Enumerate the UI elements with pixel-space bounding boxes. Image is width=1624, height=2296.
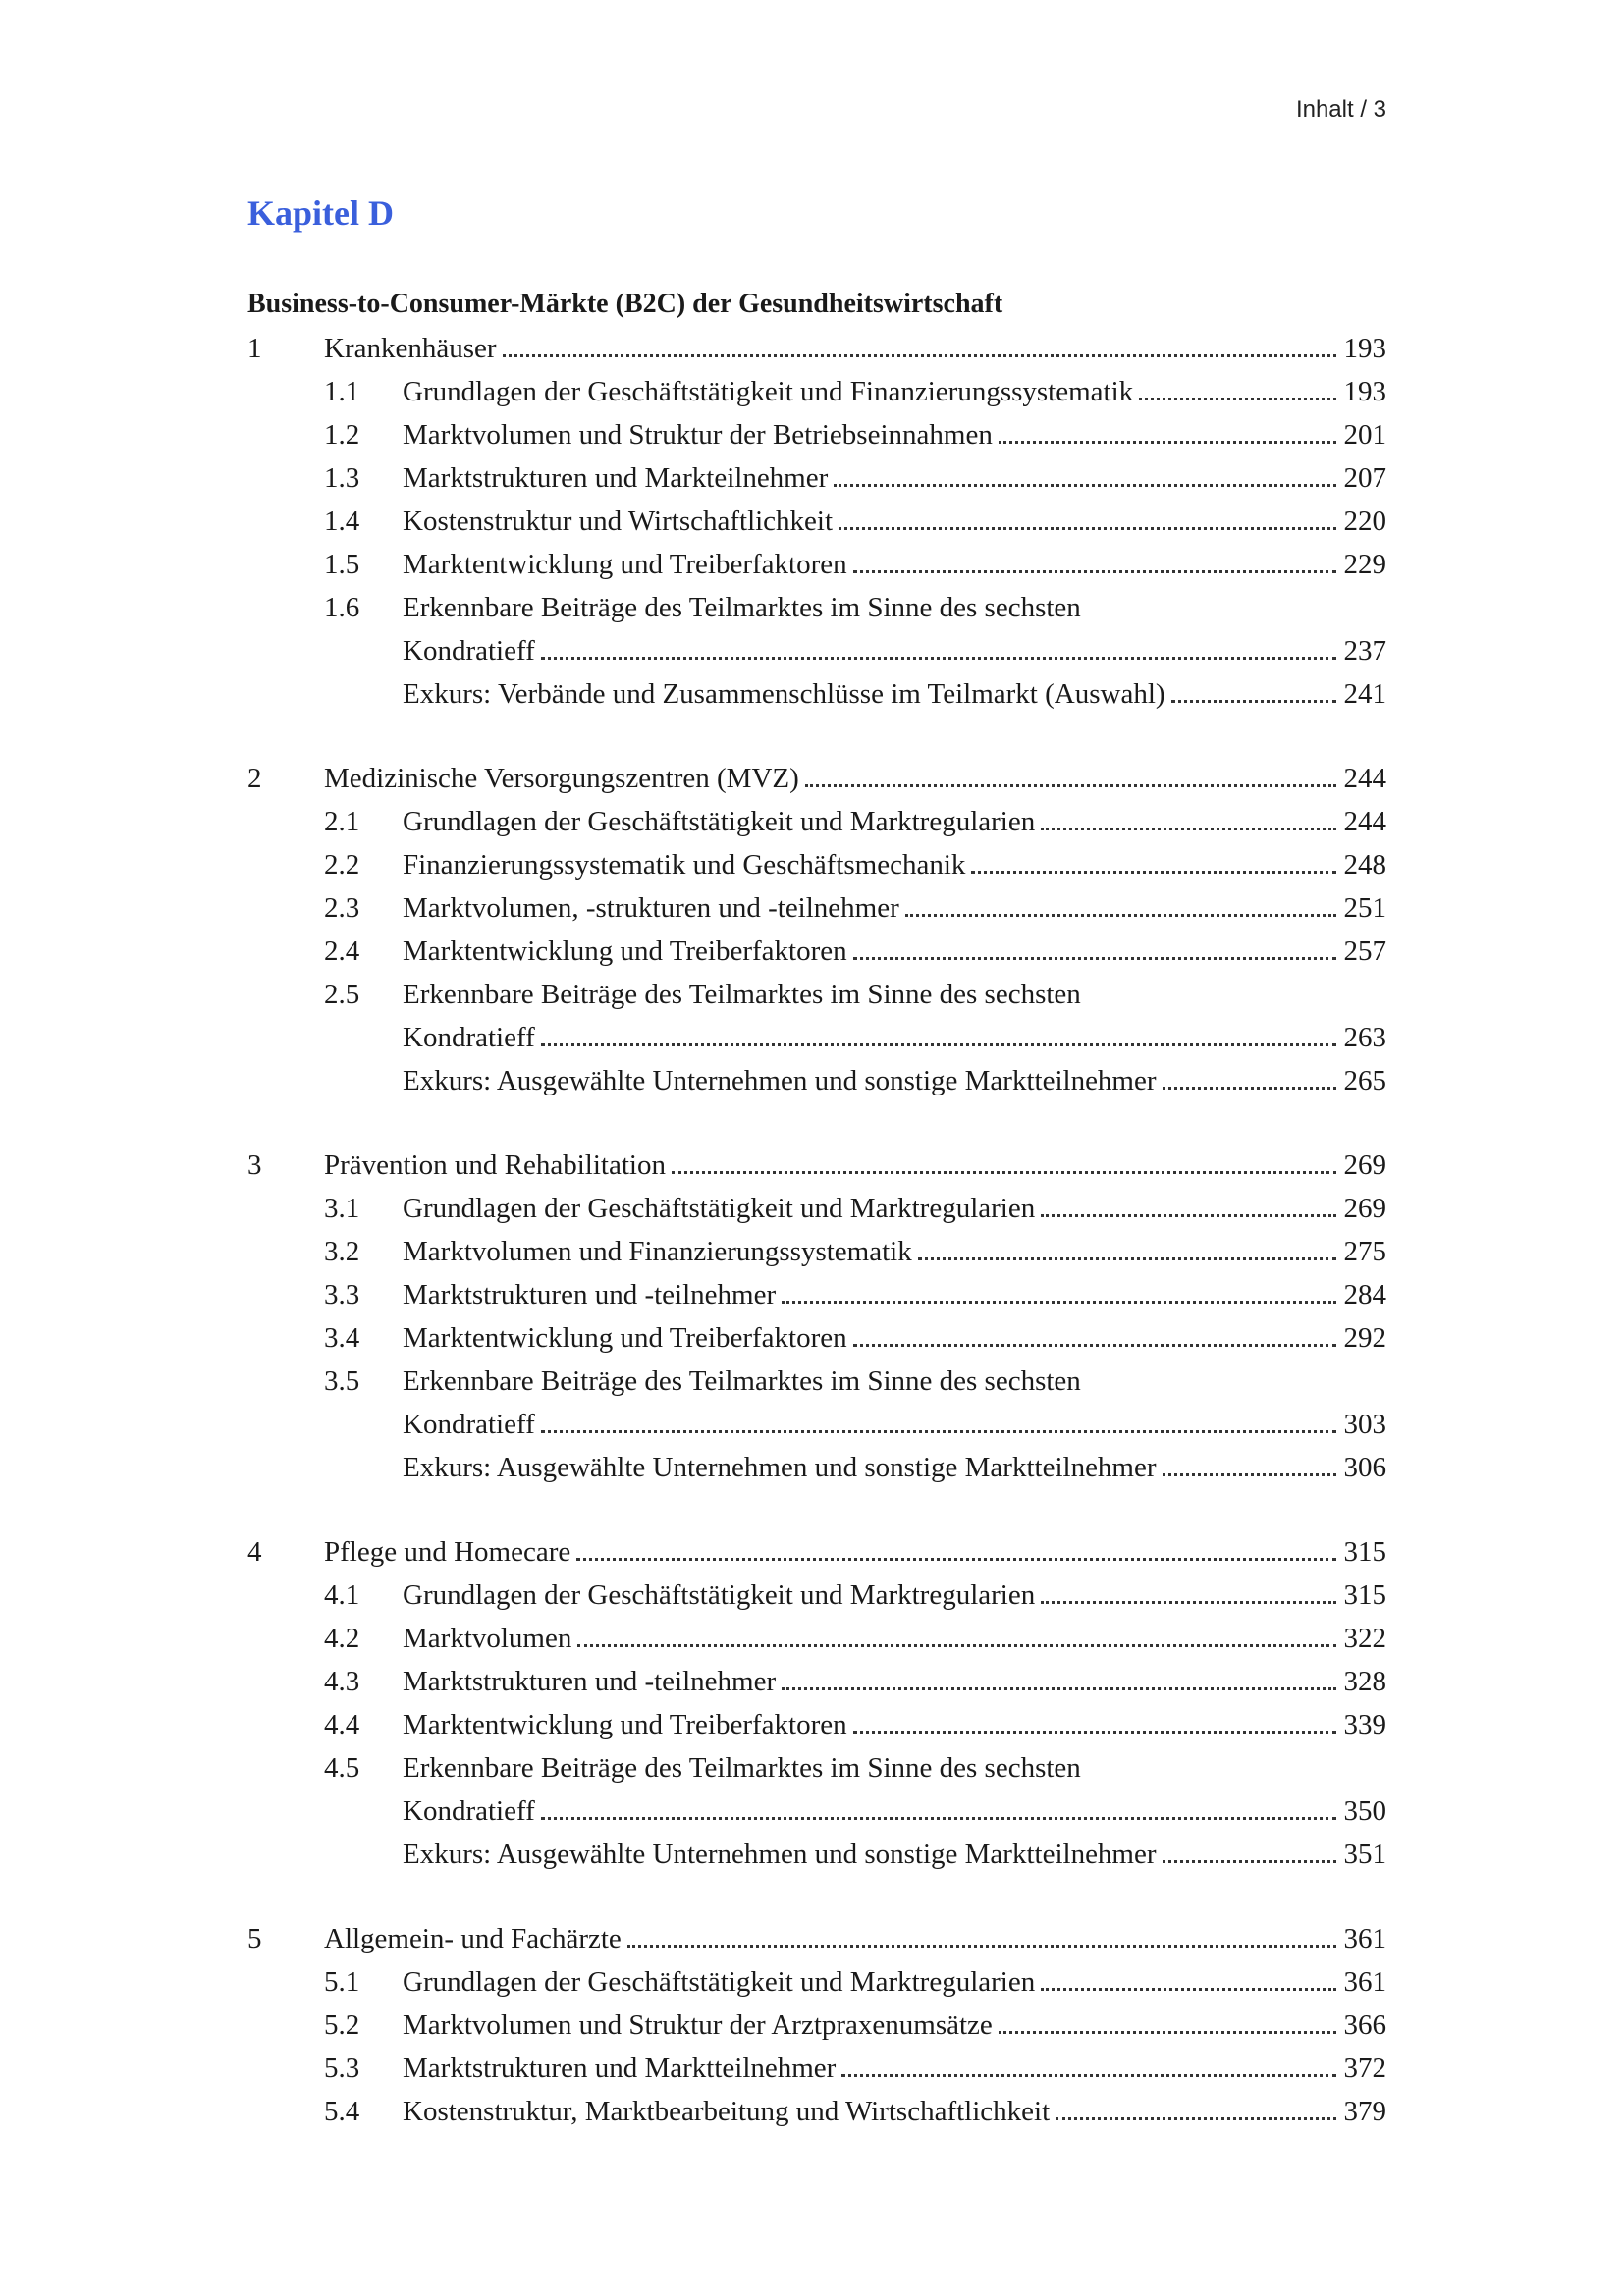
dot-leader (541, 1430, 1336, 1433)
toc-entry[interactable] (247, 1230, 1386, 1273)
toc-entry-continuation[interactable] (247, 1016, 1386, 1059)
toc-entry-page: 372 (1343, 2053, 1386, 2084)
toc-entry[interactable] (247, 1660, 1386, 1703)
toc-entry[interactable] (247, 1617, 1386, 1660)
toc-entry-title: Grundlagen der Geschäftstätigkeit und Marktregularien (403, 1579, 1036, 1611)
toc-entry-title: Marktvolumen und Struktur der Arztpraxenumsätze (403, 2009, 993, 2041)
dot-leader (841, 2074, 1335, 2077)
toc-entry-title: Kondratieff (403, 1795, 535, 1827)
toc-entry-number: 1.2 (324, 419, 360, 451)
toc-entry[interactable] (247, 456, 1386, 500)
dot-leader (834, 484, 1335, 487)
toc-entry-page: 339 (1343, 1709, 1386, 1740)
toc-entry-page: 275 (1343, 1236, 1386, 1267)
toc-entry[interactable] (247, 757, 1386, 800)
dot-leader (672, 1171, 1336, 1174)
dot-leader (905, 914, 1336, 917)
toc-entry[interactable] (247, 1059, 1386, 1102)
toc-entry[interactable] (247, 500, 1386, 543)
dot-leader (999, 2031, 1336, 2034)
toc-entry-title: Exkurs: Ausgewählte Unternehmen und sonstige Marktteilnehmer (403, 1065, 1157, 1096)
toc-entry-title: Erkennbare Beiträge des Teilmarktes im Sinne des sechsten (403, 1752, 1081, 1784)
dot-leader (541, 1817, 1336, 1820)
dot-leader (1041, 828, 1335, 830)
toc-entry-title: Grundlagen der Geschäftstätigkeit und Marktregularien (403, 806, 1036, 837)
toc-entry-title: Kostenstruktur, Marktbearbeitung und Wirtschaftlichkeit (403, 2096, 1051, 2127)
dot-leader (1163, 1087, 1336, 1090)
dot-leader (1056, 2117, 1335, 2120)
toc-entry-title: Marktstrukturen und -teilnehmer (403, 1666, 777, 1697)
toc-entry-title: Erkennbare Beiträge des Teilmarktes im Sinne des sechsten (403, 592, 1081, 623)
toc-entry[interactable] (247, 1960, 1386, 2003)
dot-leader (782, 1687, 1335, 1690)
toc-entry-title: Exkurs: Ausgewählte Unternehmen und sonstige Marktteilnehmer (403, 1452, 1157, 1483)
toc-entry-page: 265 (1343, 1065, 1386, 1096)
dot-leader (999, 441, 1336, 444)
running-head: Inhalt / 3 (1295, 96, 1386, 123)
dot-leader (918, 1257, 1336, 1260)
toc-entry-page: 292 (1343, 1322, 1386, 1354)
toc-entry-title: Marktentwicklung und Treiberfaktoren (403, 1709, 847, 1740)
toc-entry-title: Kondratieff (403, 635, 535, 667)
toc-entry-number: 3.2 (324, 1236, 360, 1267)
toc-entry[interactable] (247, 1703, 1386, 1746)
toc-entry-title: Kondratieff (403, 1409, 535, 1440)
toc-entry[interactable] (247, 843, 1386, 886)
toc-entry-continuation[interactable] (247, 1789, 1386, 1833)
toc-entry-page: 315 (1343, 1536, 1386, 1568)
toc-entry-title: Allgemein- und Fachärzte (324, 1923, 622, 1954)
dot-leader (853, 1344, 1336, 1347)
dot-leader (853, 957, 1336, 960)
toc-entry-title: Marktvolumen, -strukturen und -teilnehmer (403, 892, 899, 924)
toc-entry-number: 3.3 (324, 1279, 360, 1310)
toc-entry-page: 201 (1343, 419, 1386, 451)
toc-entry-page: 315 (1343, 1579, 1386, 1611)
toc-entry-title: Finanzierungssystematik und Geschäftsmechanik (403, 849, 966, 881)
dot-leader (1041, 1214, 1335, 1217)
toc-entry-number: 1.3 (324, 462, 360, 494)
toc-entry-number: 3 (247, 1149, 262, 1181)
toc-spacer (247, 1876, 1386, 1917)
toc-entry-number: 5 (247, 1923, 262, 1954)
toc-entry[interactable] (247, 1833, 1386, 1876)
toc-entry[interactable] (247, 413, 1386, 456)
dot-leader (503, 354, 1336, 357)
toc-entry-title: Erkennbare Beiträge des Teilmarktes im Sinne des sechsten (403, 1365, 1081, 1397)
toc-entry-page: 269 (1343, 1149, 1386, 1181)
toc-entry[interactable] (247, 886, 1386, 930)
toc-entry-number: 4.5 (324, 1752, 360, 1784)
toc-entry[interactable] (247, 2003, 1386, 2047)
toc-entry[interactable] (247, 1574, 1386, 1617)
toc-entry[interactable] (247, 1530, 1386, 1574)
toc-entry-number: 1.4 (324, 506, 360, 537)
table-of-contents (247, 327, 1386, 2133)
toc-entry-page: 303 (1343, 1409, 1386, 1440)
toc-entry-page: 241 (1343, 678, 1386, 710)
toc-entry-title: Kondratieff (403, 1022, 535, 1053)
toc-entry-number: 2.5 (324, 979, 360, 1010)
toc-spacer (247, 716, 1386, 757)
toc-entry[interactable] (247, 1746, 1386, 1789)
toc-entry-title: Marktvolumen (403, 1623, 572, 1654)
toc-entry-page: 263 (1343, 1022, 1386, 1053)
toc-entry-title: Grundlagen der Geschäftstätigkeit und Marktregularien (403, 1193, 1036, 1224)
toc-entry[interactable] (247, 1360, 1386, 1403)
toc-entry-number: 5.4 (324, 2096, 360, 2127)
toc-entry[interactable] (247, 930, 1386, 973)
toc-entry-number: 4.4 (324, 1709, 360, 1740)
dot-leader (1139, 398, 1335, 400)
toc-entry-number: 2 (247, 763, 262, 794)
toc-entry-title: Marktvolumen und Struktur der Betriebseinnahmen (403, 419, 993, 451)
toc-entry-page: 251 (1343, 892, 1386, 924)
toc-entry-number: 4.2 (324, 1623, 360, 1654)
toc-entry-number: 3.1 (324, 1193, 360, 1224)
toc-entry[interactable] (247, 586, 1386, 629)
toc-entry[interactable] (247, 1316, 1386, 1360)
toc-entry-title: Exkurs: Verbände und Zusammenschlüsse im Teilmarkt (Auswahl) (403, 678, 1165, 710)
toc-entry-page: 361 (1343, 1966, 1386, 1998)
toc-entry-page: 244 (1343, 763, 1386, 794)
toc-entry[interactable] (247, 370, 1386, 413)
toc-entry-page: 193 (1343, 333, 1386, 364)
toc-entry-title: Marktentwicklung und Treiberfaktoren (403, 935, 847, 967)
dot-leader (576, 1558, 1335, 1561)
toc-entry-number: 2.1 (324, 806, 360, 837)
dot-leader (853, 1731, 1336, 1734)
toc-entry-page: 351 (1343, 1839, 1386, 1870)
toc-entry-page: 350 (1343, 1795, 1386, 1827)
toc-entry[interactable] (247, 543, 1386, 586)
toc-entry[interactable] (247, 1917, 1386, 1960)
toc-entry-number: 2.2 (324, 849, 360, 881)
toc-entry-title: Kostenstruktur und Wirtschaftlichkeit (403, 506, 834, 537)
toc-entry-title: Marktvolumen und Finanzierungssystematik (403, 1236, 912, 1267)
toc-entry-number: 2.3 (324, 892, 360, 924)
toc-entry-page: 193 (1343, 376, 1386, 407)
dot-leader (971, 871, 1335, 874)
dot-leader (1163, 1473, 1336, 1476)
toc-spacer (247, 1489, 1386, 1530)
toc-entry-title: Pflege und Homecare (324, 1536, 571, 1568)
toc-entry-page: 207 (1343, 462, 1386, 494)
toc-entry[interactable] (247, 327, 1386, 370)
toc-entry-title: Marktstrukturen und Marktteilnehmer (403, 2053, 837, 2084)
toc-entry-page: 366 (1343, 2009, 1386, 2041)
toc-entry-number: 4.1 (324, 1579, 360, 1611)
toc-entry-title: Krankenhäuser (324, 333, 497, 364)
toc-entry-title: Marktentwicklung und Treiberfaktoren (403, 1322, 847, 1354)
toc-entry-title: Marktentwicklung und Treiberfaktoren (403, 549, 847, 580)
toc-entry-page: 257 (1343, 935, 1386, 967)
dot-leader (853, 570, 1336, 573)
toc-entry-number: 3.4 (324, 1322, 360, 1354)
dot-leader (541, 657, 1336, 660)
toc-entry-number: 4 (247, 1536, 262, 1568)
toc-entry-continuation[interactable] (247, 629, 1386, 672)
toc-entry-title: Marktstrukturen und Markteilnehmer (403, 462, 829, 494)
toc-spacer (247, 1102, 1386, 1144)
toc-entry-page: 269 (1343, 1193, 1386, 1224)
dot-leader (627, 1945, 1336, 1948)
dot-leader (805, 784, 1336, 787)
toc-entry-number: 5.3 (324, 2053, 360, 2084)
toc-entry-page: 379 (1343, 2096, 1386, 2127)
toc-entry-title: Grundlagen der Geschäftstätigkeit und Marktregularien (403, 1966, 1036, 1998)
toc-entry[interactable] (247, 800, 1386, 843)
toc-entry[interactable] (247, 672, 1386, 716)
toc-entry-title: Prävention und Rehabilitation (324, 1149, 666, 1181)
toc-entry-page: 229 (1343, 549, 1386, 580)
toc-entry-page: 328 (1343, 1666, 1386, 1697)
toc-entry-page: 248 (1343, 849, 1386, 881)
toc-entry-title: Marktstrukturen und -teilnehmer (403, 1279, 777, 1310)
dot-leader (839, 527, 1335, 530)
dot-leader (577, 1644, 1335, 1647)
toc-entry-page: 237 (1343, 635, 1386, 667)
toc-entry-number: 1.5 (324, 549, 360, 580)
toc-entry[interactable] (247, 1273, 1386, 1316)
chapter-title: Kapitel D (247, 193, 394, 233)
toc-entry-title: Grundlagen der Geschäftstätigkeit und Finanzierungssystematik (403, 376, 1134, 407)
toc-entry-title: Erkennbare Beiträge des Teilmarktes im Sinne des sechsten (403, 979, 1081, 1010)
toc-entry-number: 1.1 (324, 376, 360, 407)
dot-leader (541, 1043, 1336, 1046)
dot-leader (1041, 1988, 1335, 1991)
toc-entry-number: 5.1 (324, 1966, 360, 1998)
toc-entry-page: 361 (1343, 1923, 1386, 1954)
dot-leader (1163, 1860, 1336, 1863)
toc-entry-page: 244 (1343, 806, 1386, 837)
toc-entry-page: 322 (1343, 1623, 1386, 1654)
toc-entry-page: 306 (1343, 1452, 1386, 1483)
toc-entry-page: 284 (1343, 1279, 1386, 1310)
dot-leader (782, 1301, 1335, 1304)
toc-entry-number: 1.6 (324, 592, 360, 623)
section-title: Business-to-Consumer-Märkte (B2C) der Gesundheitswirtschaft (247, 289, 1003, 319)
toc-entry-number: 1 (247, 333, 262, 364)
toc-entry[interactable] (247, 2090, 1386, 2133)
toc-entry-number: 3.5 (324, 1365, 360, 1397)
toc-entry-continuation[interactable] (247, 1403, 1386, 1446)
toc-entry-number: 2.4 (324, 935, 360, 967)
toc-entry-number: 5.2 (324, 2009, 360, 2041)
toc-entry-page: 220 (1343, 506, 1386, 537)
toc-entry-title: Exkurs: Ausgewählte Unternehmen und sonstige Marktteilnehmer (403, 1839, 1157, 1870)
toc-entry[interactable] (247, 1187, 1386, 1230)
toc-entry[interactable] (247, 2047, 1386, 2090)
toc-entry[interactable] (247, 973, 1386, 1016)
toc-entry[interactable] (247, 1446, 1386, 1489)
toc-entry-title: Medizinische Versorgungszentren (MVZ) (324, 763, 799, 794)
dot-leader (1171, 700, 1336, 703)
dot-leader (1041, 1601, 1335, 1604)
toc-entry[interactable] (247, 1144, 1386, 1187)
toc-entry-number: 4.3 (324, 1666, 360, 1697)
